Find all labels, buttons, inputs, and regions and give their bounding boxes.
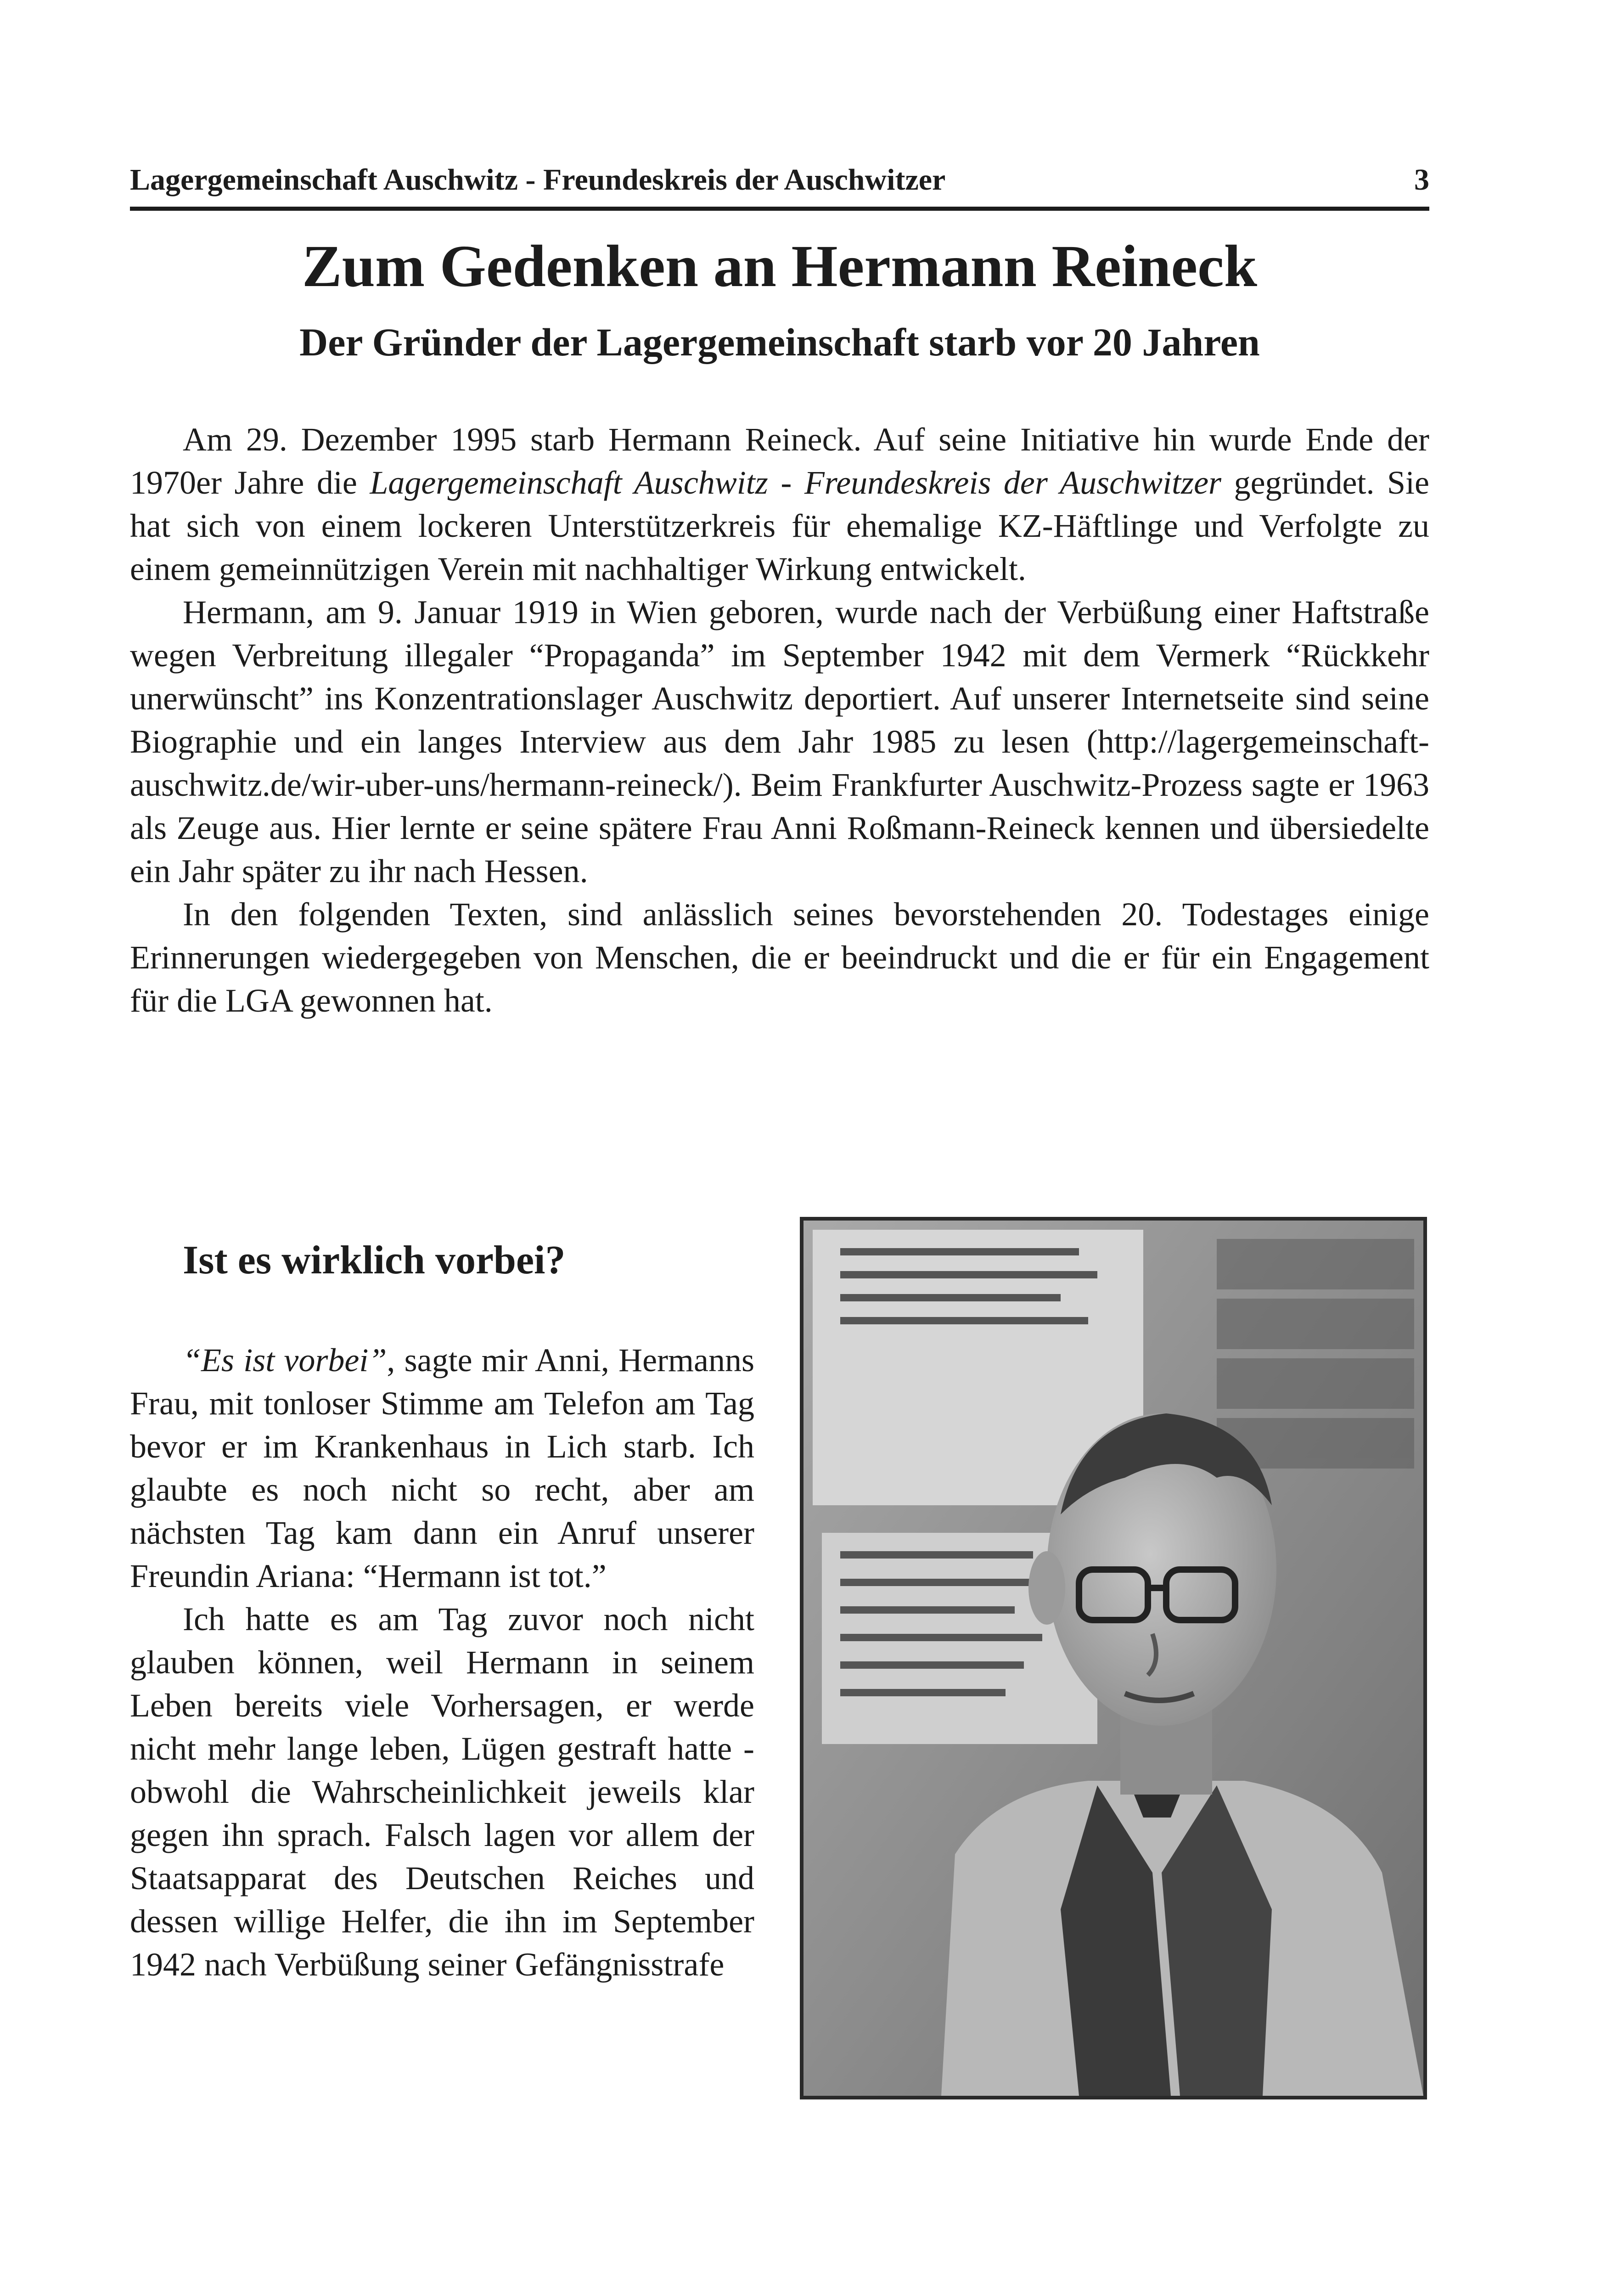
intro-paragraph-1-end: gegründet. Sie hat sich von einem lockeren Unterstützerkreis für ehemalige KZ-Häftlinge und Verfolgte zu einem gemeinnützigen Verein mit nachhaltiger Wirkung entwickelt. [130, 464, 1430, 587]
quote: “Es ist vorbei” [183, 1342, 387, 1379]
intro-paragraph-1 [130, 418, 1429, 591]
section-paragraph-1-rest: , sagte mir Anni, Hermanns Frau, mit tonloser Stimme am Telefon am Tag bevor er im Krankenhaus in Lich starb. Ich glaubte es noch nicht so recht, aber am nächsten Tag kam dann ein Anruf unserer Freundin Ariana: “Hermann ist tot.” [130, 1342, 754, 1594]
section-heading: Ist es wirklich vorbei? [183, 1238, 566, 1283]
article-subtitle: Der Gründer der Lagergemeinschaft starb vor 20 Jahren [299, 320, 1260, 364]
section-text [130, 1339, 754, 1986]
organization-name: Lagergemeinschaft Auschwitz - Freundeskreis der Auschwitzer [370, 464, 1222, 501]
intro-paragraph-2: Hermann, am 9. Januar 1919 in Wien geboren, wurde nach der Verbüßung einer Haftstraße wegen Verbreitung illegaler “Propaganda” im September 1942 mit dem Vermerk “Rückkehr unerwünscht” ins Konzentrationslager Auschwitz deportiert. Auf unserer Internetseite sind seine Biographie und ein langes Interview aus dem Jahr 1985 zu lesen (http://lagergemeinschaft-auschwitz.de/wir-uber-uns/hermann-reineck/). Beim Frankfurter Auschwitz-Prozess sagte er 1963 als Zeuge aus. Hier lernte er seine spätere Frau Anni Roßmann-Reineck kennen und übersiedelte ein Jahr später zu ihr nach Hessen. [130, 594, 1429, 889]
running-header [130, 156, 1429, 211]
intro-paragraph-3: In den folgenden Texten, sind anlässlich seines bevorstehenden 20. Todestages einige Erinnerungen wiedergegeben von Menschen, die er beeindruckt und die er für ein Engagement für die LGA gewonnen hat. [130, 896, 1429, 1019]
section-paragraph-1 [130, 1339, 754, 1598]
page-number: 3 [1414, 163, 1429, 197]
running-header-title: Lagergemeinschaft Auschwitz - Freundeskreis der Auschwitzer [130, 163, 946, 197]
section-paragraph-2: Ich hatte es am Tag zuvor noch nicht glauben können, weil Hermann in seinem Leben bereits viele Vorhersagen, er werde nicht mehr lange leben, Lügen gestraft hatte - obwohl die Wahrscheinlichkeit jeweils klar gegen ihn sprach. Falsch lagen vor allem der Staatsapparat des Deutschen Reiches und dessen willige Helfer, die ihn im September 1942 nach Verbüßung seiner Gefängnisstrafe [130, 1601, 754, 1983]
intro-paragraph-1-start: Am 29. Dezember 1995 starb Hermann Reineck. Auf seine Initiative hin wurde Ende der 1970er Jahre die [130, 421, 1429, 501]
portrait-photo [800, 1217, 1427, 2099]
article-title: Zum Gedenken an Hermann Reineck [302, 233, 1258, 299]
intro-text [130, 418, 1429, 1022]
portrait-illustration [804, 1221, 1423, 2096]
